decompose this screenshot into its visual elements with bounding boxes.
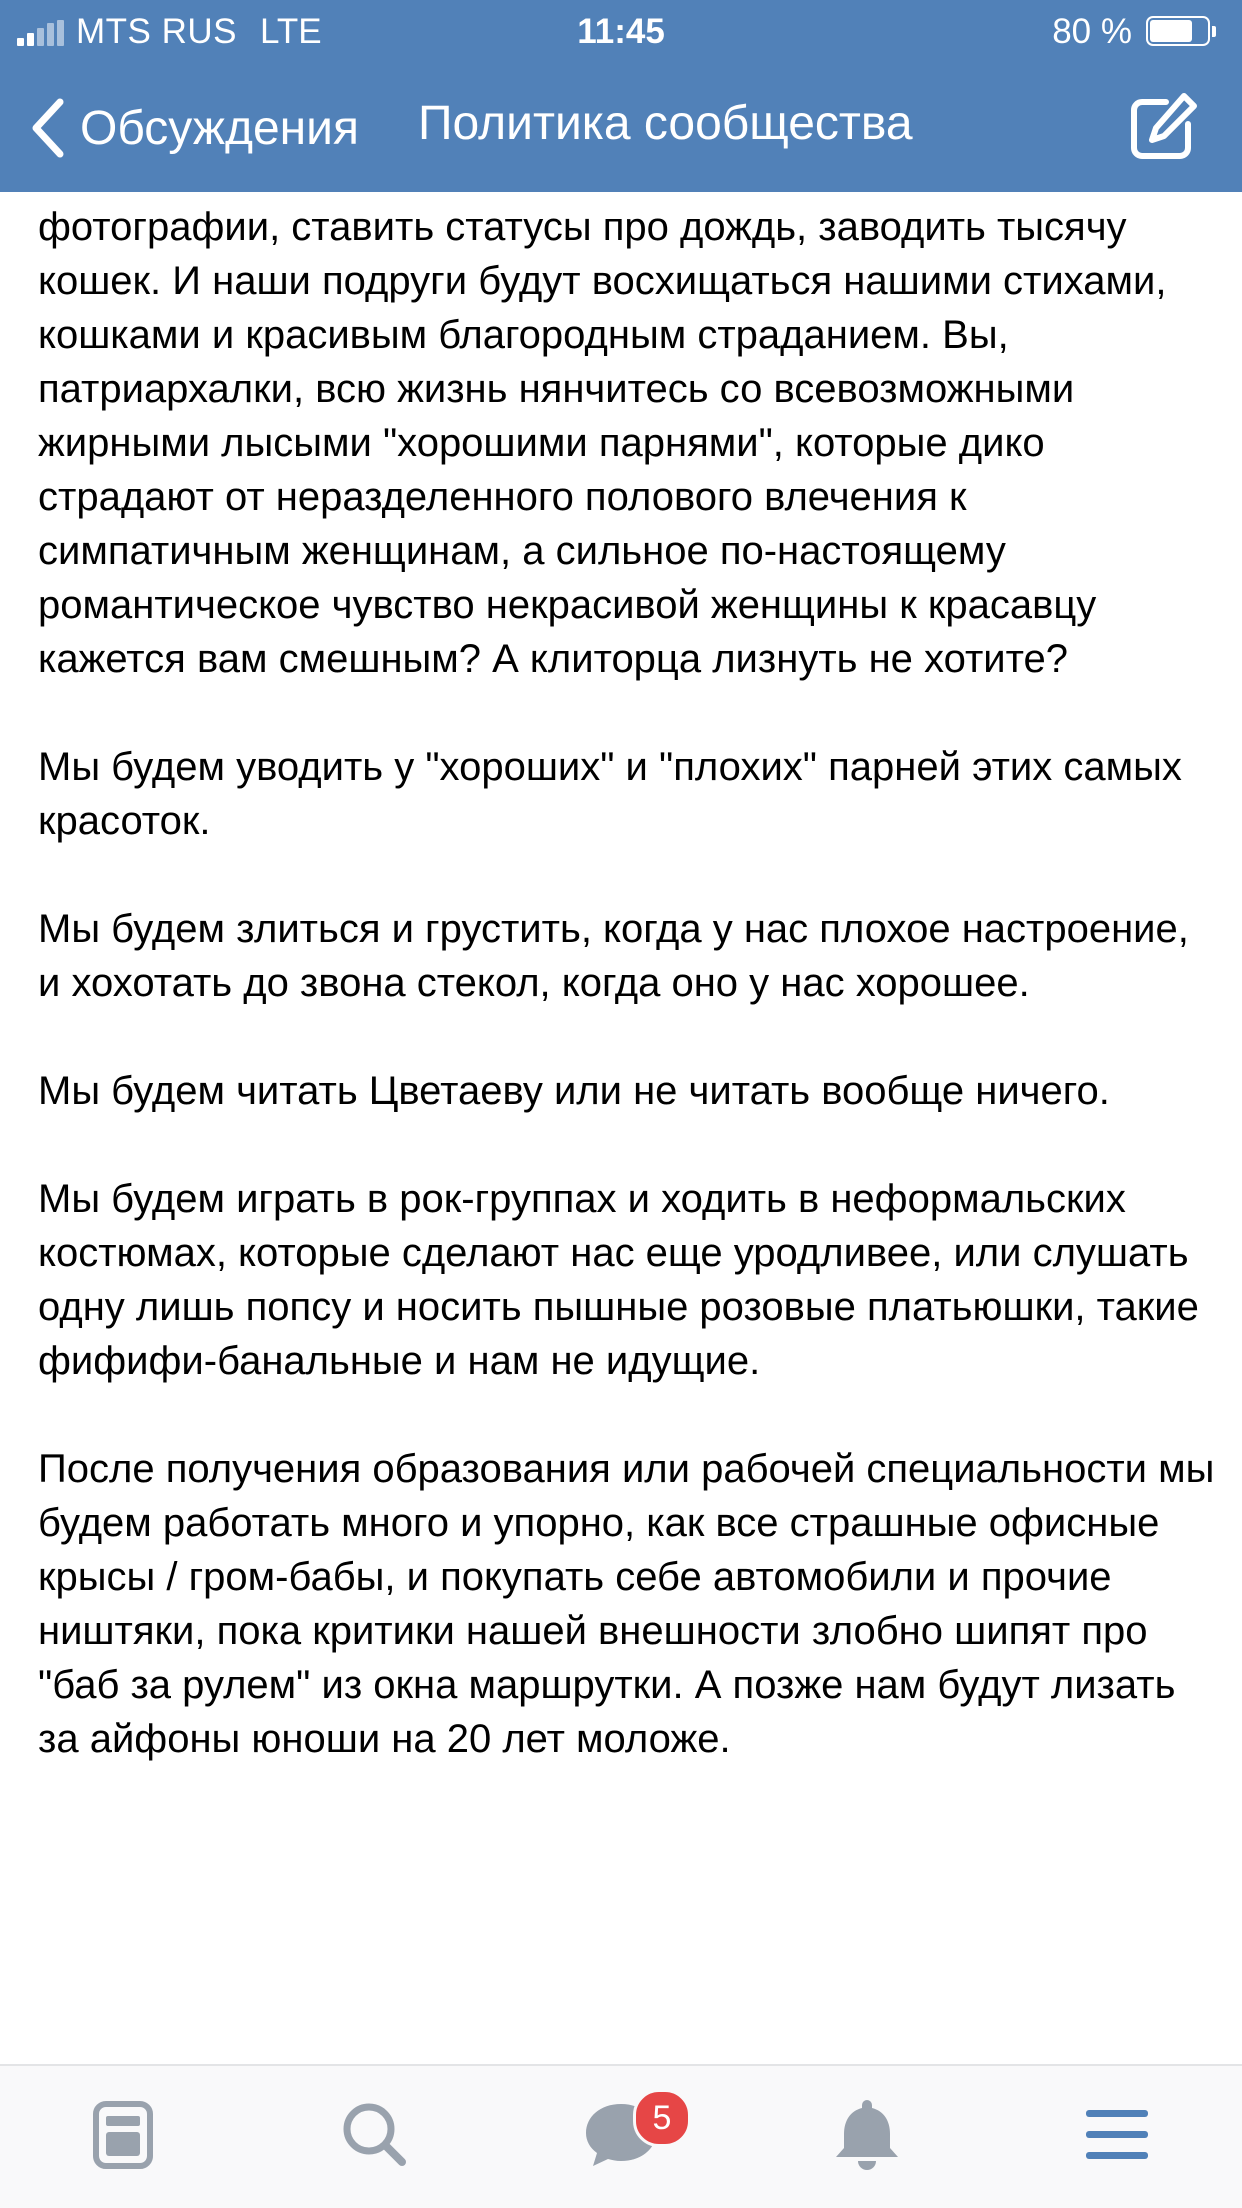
news-icon [78,2090,168,2180]
post-paragraph: После получения образования или рабочей специальности мы будем работать много и упорно, как все страшные офисные крысы / гром-бабы, и покупать себе автомобили и прочие ништяки, пока критики нашей внешности злобно шипят про "баб за рулем" из окна маршрутки. А позже нам будут лизать за айфоны юноши на 20 лет моложе. [38,1447,1215,1761]
carrier-name: MTS RUS [76,12,237,51]
post-paragraph: Мы будем злиться и грустить, когда у нас плохое настроение, и хохотать до звона стекол, когда оно у нас хорошее. [38,907,1189,1005]
status-bar [0,0,1242,64]
post-paragraph: Мы будем уводить у "хороших" и "плохих" парней этих самых красоток. [38,745,1182,843]
post-paragraph: фотографии, ставить статусы про дождь, заводить тысячу кошек. И наши подруги будут восхищаться нашими стихами, кошками и красивым благородным страданием. Вы, патриархалки, всю жизнь нянчитесь со всевозможными жирными лысыми "хорошими парнями", которые дико страдают от неразделенного полового влечения к симпатичным женщинам, а сильное по-настоящему романтическое чувство некрасивой женщины к красавцу кажется вам смешным? А клиторца лизнуть не хотите? [38,205,1167,681]
page-title: Политика сообщества [418,97,913,150]
tab-news[interactable] [78,2090,168,2180]
menu-icon [1072,2090,1162,2180]
tab-search[interactable] [330,2090,420,2180]
compose-button[interactable] [1126,90,1200,164]
tab-notifications[interactable] [822,2090,912,2180]
tab-bar [0,2064,1242,2208]
network-type: LTE [260,12,322,51]
tab-menu[interactable] [1072,2090,1162,2180]
battery-icon [1146,16,1218,48]
post-paragraph: Мы будем играть в рок-группах и ходить в неформальских костюмах, которые сделают нас еще уродливее, или слушать одну лишь попсу и носить пышные розовые платьюшки, такие фифифи-банальные и нам не идущие. [38,1177,1199,1383]
post-body [38,192,1218,1820]
notifications-icon [822,2090,912,2180]
post-paragraph: Мы будем читать Цветаеву или не читать вообще ничего. [38,1069,1110,1113]
back-button-label: Обсуждения [80,101,359,155]
status-time: 11:45 [577,12,665,51]
chevron-left-icon [30,96,66,160]
edit-icon [1126,90,1200,164]
navigation-bar [0,64,1242,192]
back-button[interactable] [30,90,359,166]
app-header [0,0,1242,192]
battery-percentage: 80 % [1052,12,1132,51]
messages-badge: 5 [633,2089,691,2147]
search-icon [330,2090,420,2180]
